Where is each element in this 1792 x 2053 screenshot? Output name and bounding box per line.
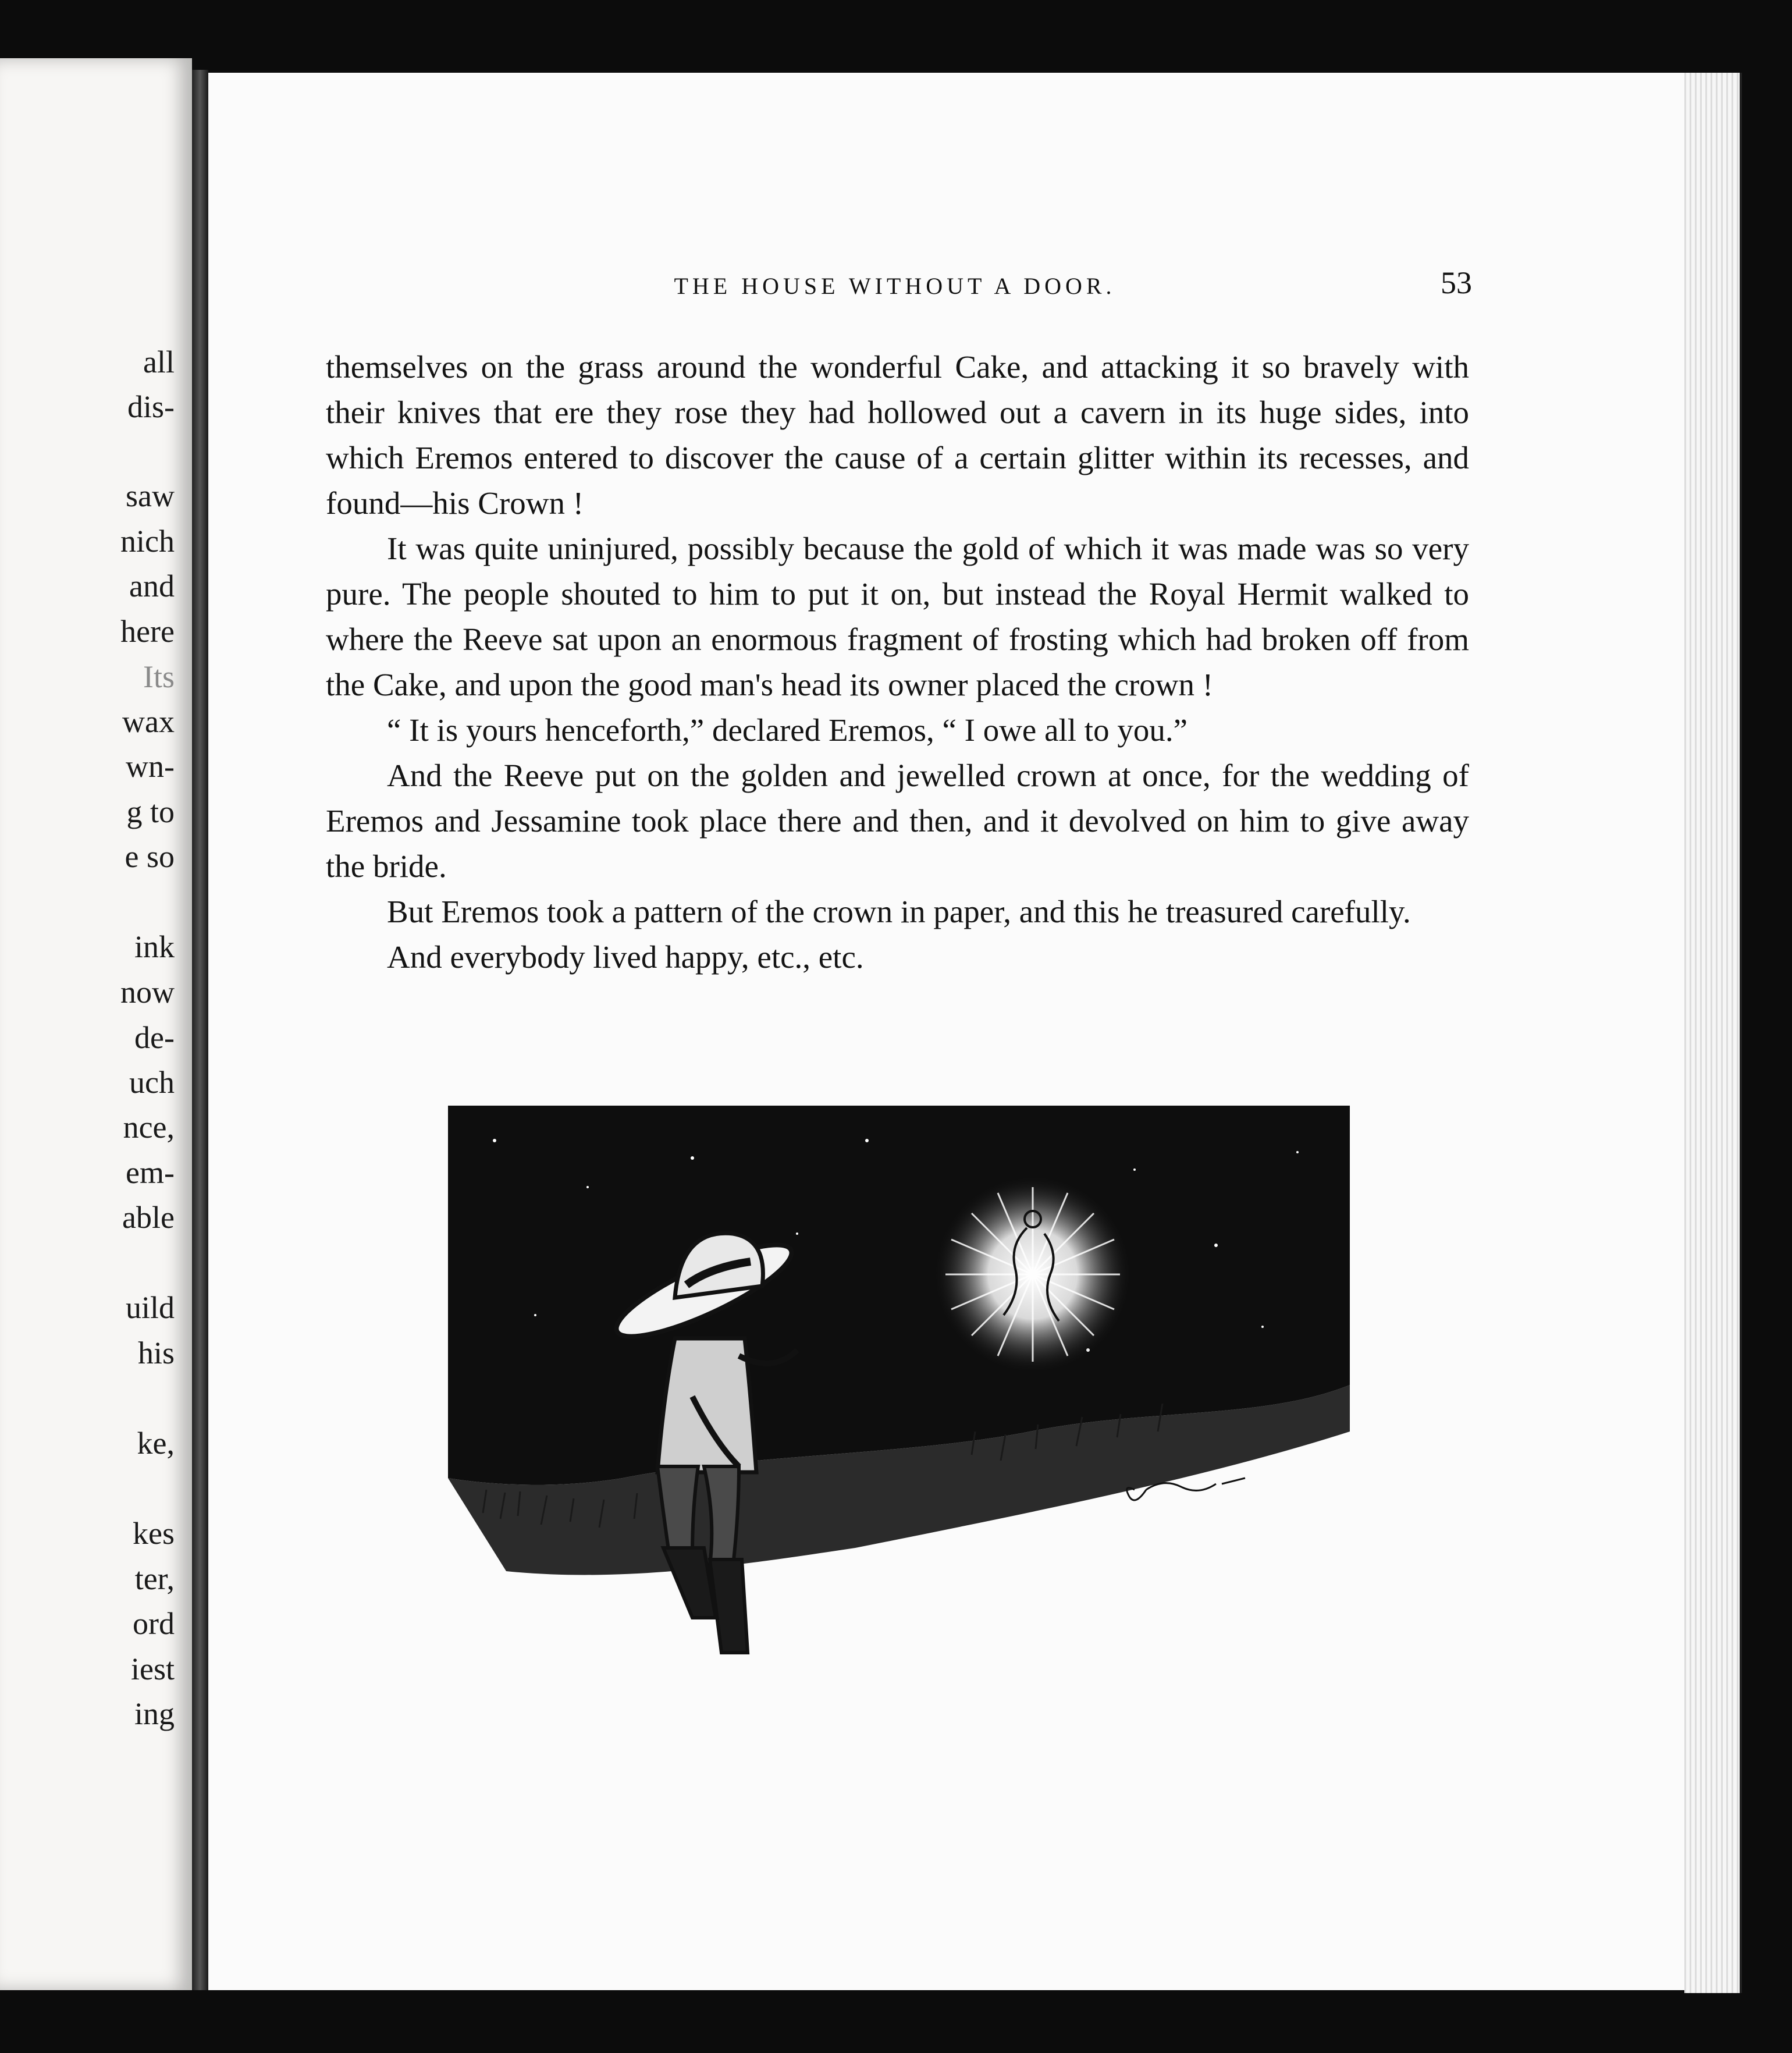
left-page-fragment: nich xyxy=(120,524,175,559)
left-page-fragment: g to xyxy=(126,794,175,829)
left-page-fragment: uild xyxy=(125,1290,175,1325)
left-page-fragment: uch xyxy=(129,1065,175,1100)
left-page-fragment: Its xyxy=(143,659,175,694)
page-edges xyxy=(1684,73,1742,1993)
left-page-fragment: ing xyxy=(134,1696,175,1731)
left-page-fragment: ke, xyxy=(137,1426,175,1461)
left-page-fragment: ink xyxy=(134,929,175,964)
left-page-fragment: wn- xyxy=(126,749,175,784)
left-page-fragment: dis- xyxy=(127,389,175,424)
glowing-fairy xyxy=(934,1175,1132,1373)
paragraph: “ It is yours henceforth,” declared Eremos, “ I owe all to you.” xyxy=(387,712,1187,748)
left-page-fragment: all xyxy=(143,344,175,379)
paragraph: It was quite uninjured, possibly because the gold of which it was made was so very pure. The people shouted to him to put it on, but instead the Royal Hermit walked to where the Reeve sat upon an enormous fragment of frosting which had broken off from the Cake, and upon the good man's head its owner placed the crown ! xyxy=(326,531,1469,702)
paragraph: But Eremos took a pattern of the crown in paper, and this he treasured carefully. xyxy=(387,894,1411,929)
left-page-fragment: wax xyxy=(122,704,175,739)
left-page-fragment: nce, xyxy=(123,1110,175,1145)
left-page-fragment: his xyxy=(137,1335,175,1370)
left-page-fragment: de- xyxy=(134,1020,175,1055)
paragraph: And the Reeve put on the golden and jewelled crown at once, for the wedding of Eremos and Jessamine took place there and then, and it devolved on him to give away the bride. xyxy=(326,758,1469,884)
running-head: THE HOUSE WITHOUT A DOOR. xyxy=(674,273,1116,299)
body-text xyxy=(326,344,1469,980)
left-page-fragment: now xyxy=(120,975,175,1010)
page-number: 53 xyxy=(1441,265,1472,300)
left-page-fragment: ter, xyxy=(134,1561,175,1596)
illustration xyxy=(448,1106,1350,1769)
paragraph: themselves on the grass around the wonderful Cake, and attacking it so bravely with their knives that ere they rose they had hollowed out a cavern in its huge sides, into which Eremos entered to discover the cause of a certain glitter within its recesses, and found—his Crown ! xyxy=(326,349,1469,521)
left-page-fragment: saw xyxy=(126,478,175,513)
left-page-fragment: em- xyxy=(126,1155,175,1190)
paragraph: And everybody lived happy, etc., etc. xyxy=(387,939,864,975)
left-page-fragment: e so xyxy=(125,839,175,874)
left-page-fragment: iest xyxy=(131,1651,175,1686)
left-page-fragment: here xyxy=(120,614,175,649)
left-page-fragment: kes xyxy=(133,1516,175,1551)
left-page xyxy=(0,58,192,1990)
left-page-fragment: ord xyxy=(133,1606,175,1641)
left-page-fragment: and xyxy=(129,569,175,603)
book-gutter xyxy=(192,70,208,1990)
left-page-fragment: able xyxy=(122,1200,175,1235)
